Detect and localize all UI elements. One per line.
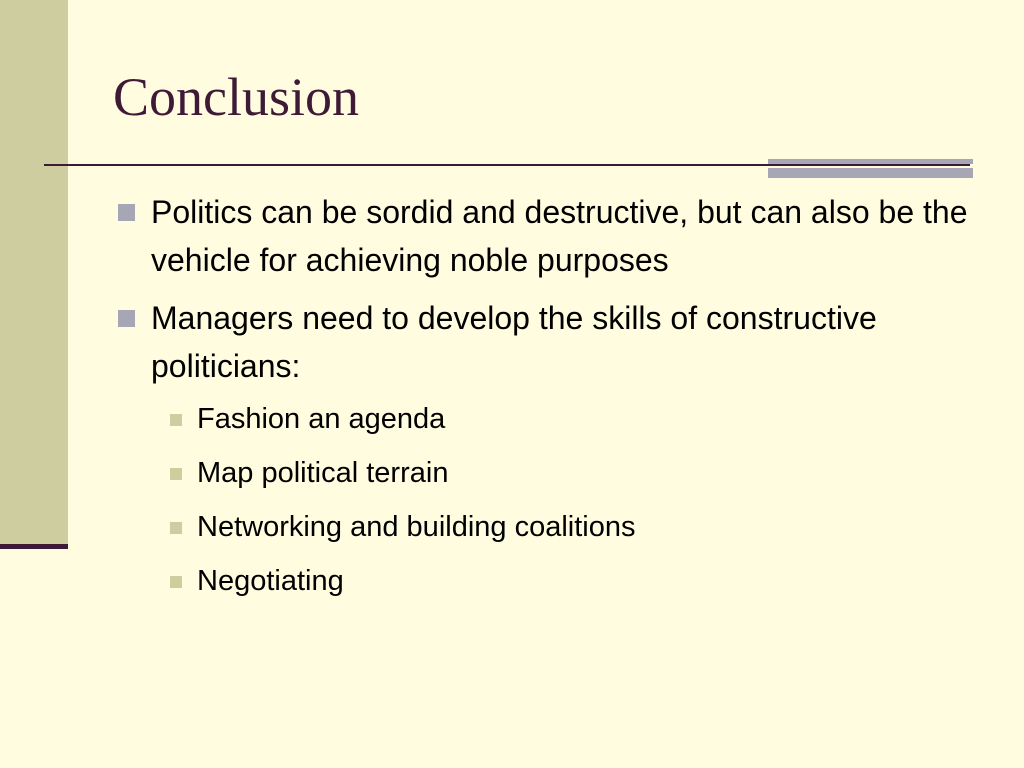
sub-bullet-item bbox=[110, 508, 990, 546]
sub-bullet-text: Fashion an agenda bbox=[197, 403, 446, 435]
square-bullet-icon bbox=[170, 576, 182, 588]
bullet-list bbox=[110, 188, 990, 616]
divider-accent-bottom bbox=[768, 168, 973, 178]
sub-bullet-text: Networking and building coalitions bbox=[197, 511, 636, 543]
divider-accent-top bbox=[768, 159, 973, 164]
side-band bbox=[0, 0, 68, 544]
sub-bullet-item bbox=[110, 562, 990, 600]
slide-title: Conclusion bbox=[113, 67, 360, 127]
bullet-item bbox=[110, 294, 990, 390]
sub-bullet-text: Map political terrain bbox=[197, 457, 449, 489]
sub-bullet-text: Negotiating bbox=[197, 565, 344, 597]
square-bullet-icon bbox=[118, 204, 135, 221]
bullet-text: Politics can be sordid and destructive, but can also be the vehicle for achieving noble purposes bbox=[151, 194, 968, 278]
square-bullet-icon bbox=[170, 414, 182, 426]
sub-bullet-list bbox=[110, 400, 990, 600]
square-bullet-icon bbox=[118, 310, 135, 327]
bullet-item bbox=[110, 188, 990, 284]
square-bullet-icon bbox=[170, 522, 182, 534]
title-divider bbox=[44, 164, 970, 166]
sub-bullet-group bbox=[110, 400, 990, 600]
bullet-text: Managers need to develop the skills of constructive politicians: bbox=[151, 300, 877, 384]
sub-bullet-item bbox=[110, 454, 990, 492]
square-bullet-icon bbox=[170, 468, 182, 480]
sub-bullet-item bbox=[110, 400, 990, 438]
side-accent-bar bbox=[0, 544, 68, 549]
